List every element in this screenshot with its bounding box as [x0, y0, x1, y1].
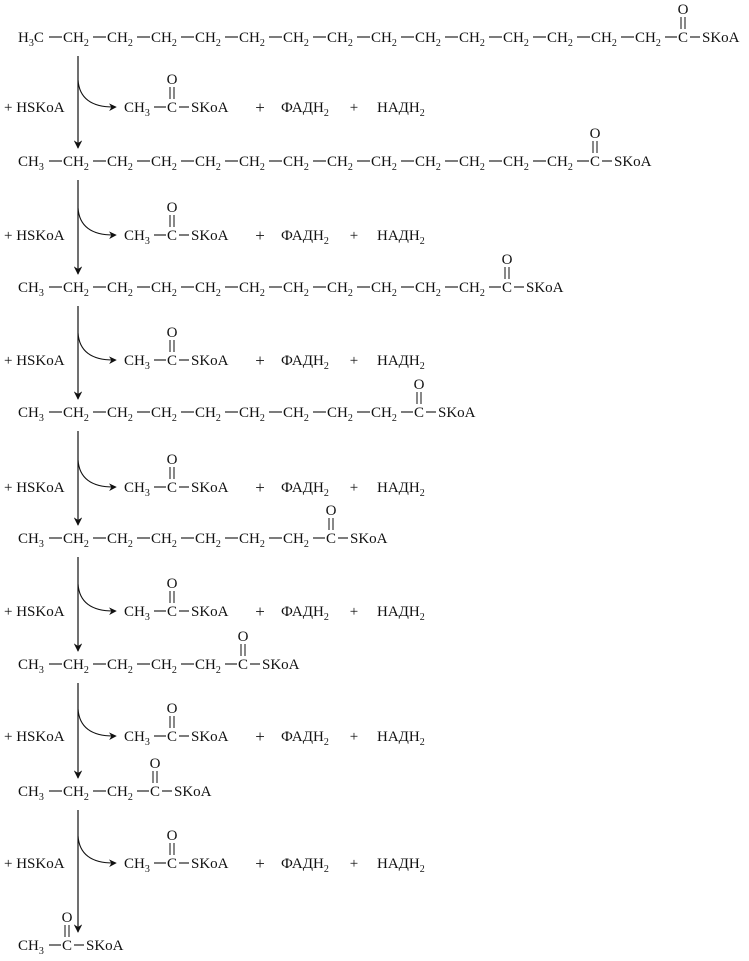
carbonyl-carbon: C [166, 856, 178, 872]
thioester-label: SKoA [614, 154, 652, 170]
thioester-label: SKoA [191, 480, 229, 496]
fadh2-label: $ФАДН_2$ [281, 353, 329, 372]
methylene-group: $CH_2$ [459, 154, 485, 173]
methylene-group: $CH_2$ [239, 280, 265, 299]
methylene-group: $CH_2$ [107, 154, 133, 173]
thioester-label: SKoA [191, 856, 229, 872]
methylene-group: $CH_2$ [195, 30, 221, 49]
methylene-group: $CH_2$ [283, 154, 309, 173]
nadh2-label: $НАДН_2$ [377, 729, 425, 748]
oxidation-step [4, 56, 425, 148]
thioester-label: SKoA [350, 531, 388, 547]
reagent-hskoa: + HSKoA [4, 228, 65, 244]
chain-start-methyl: $CH_3$ [18, 784, 44, 803]
acyl-coa-chain [18, 377, 476, 424]
methylene-group: $CH_2$ [327, 30, 353, 49]
carbonyl-carbon: C [166, 228, 178, 244]
branch-arrow [78, 709, 116, 736]
methylene-group: $CH_2$ [239, 154, 265, 173]
plus-sign: + [349, 856, 359, 872]
branch-arrow [78, 80, 116, 107]
methylene-group: $CH_2$ [107, 405, 133, 424]
carbonyl-oxygen: O [589, 126, 601, 142]
branch-arrow [78, 333, 116, 360]
thioester-group [502, 252, 564, 296]
plus-sign: + [255, 727, 265, 746]
fadh2-label: $ФАДН_2$ [281, 604, 329, 623]
thioester-label: SKoA [526, 280, 564, 296]
methylene-group: $CH_2$ [107, 657, 133, 676]
oxidation-step [4, 306, 425, 399]
carbonyl-oxygen: O [325, 503, 337, 519]
acetyl-coa-thioester [167, 701, 229, 745]
plus-sign: + [349, 480, 359, 496]
methylene-group: $CH_2$ [547, 154, 573, 173]
methylene-group: $CH_2$ [151, 405, 177, 424]
plus-sign: + [349, 100, 359, 116]
branch-arrow [78, 836, 116, 863]
thioester-group [150, 756, 212, 800]
chain-start-methyl: $CH_3$ [18, 405, 44, 424]
branch-arrow [78, 208, 116, 235]
thioester-group [326, 503, 388, 547]
reagent-hskoa: + HSKoA [4, 729, 65, 745]
thioester-group [238, 629, 300, 673]
plus-sign: + [255, 478, 265, 497]
acyl-coa-chain [18, 252, 564, 299]
carbonyl-oxygen: O [677, 2, 689, 18]
acetyl-coa-thioester [167, 72, 229, 116]
reagent-hskoa: + HSKoA [4, 100, 65, 116]
carbonyl-carbon: C [677, 30, 689, 46]
methylene-group: $CH_2$ [151, 531, 177, 550]
carbonyl-oxygen: O [166, 701, 178, 717]
carbonyl-carbon: C [501, 280, 513, 296]
acetyl-coa-thioester [167, 828, 229, 872]
carbonyl-oxygen: O [166, 452, 178, 468]
methylene-group: $CH_2$ [591, 30, 617, 49]
carbonyl-carbon: C [61, 938, 73, 954]
methylene-group: $CH_2$ [327, 154, 353, 173]
methylene-group: $CH_2$ [107, 30, 133, 49]
thioester-label: SKoA [191, 729, 229, 745]
thioester-label: SKoA [702, 30, 740, 46]
oxidation-step [4, 683, 425, 778]
methylene-group: $CH_2$ [371, 405, 397, 424]
carbonyl-oxygen: O [61, 910, 73, 926]
plus-sign: + [349, 729, 359, 745]
acetyl-coa-thioester [167, 576, 229, 620]
plus-sign: + [255, 602, 265, 621]
thioester-group [590, 126, 652, 170]
carbonyl-oxygen: O [413, 377, 425, 393]
methylene-group: $CH_2$ [151, 154, 177, 173]
oxidation-step [4, 431, 425, 525]
nadh2-label: $НАДН_2$ [377, 480, 425, 499]
methylene-group: $CH_2$ [239, 405, 265, 424]
methylene-group: $CH_2$ [195, 405, 221, 424]
chain-start-methyl: $CH_3$ [18, 280, 44, 299]
methylene-group: $CH_2$ [635, 30, 661, 49]
plus-sign: + [349, 353, 359, 369]
plus-sign: + [255, 854, 265, 873]
nadh2-label: $НАДН_2$ [377, 856, 425, 875]
carbonyl-carbon: C [237, 657, 249, 673]
methylene-group: $CH_2$ [195, 154, 221, 173]
plus-sign: + [349, 604, 359, 620]
methylene-group: $CH_2$ [107, 280, 133, 299]
thioester-label: SKoA [191, 100, 229, 116]
methylene-group: $CH_2$ [63, 405, 89, 424]
thioester-label: SKoA [191, 353, 229, 369]
nadh2-label: $НАДН_2$ [377, 228, 425, 247]
methylene-group: $CH_2$ [63, 280, 89, 299]
fadh2-label: $ФАДН_2$ [281, 856, 329, 875]
methylene-group: $CH_2$ [371, 30, 397, 49]
methylene-group: $CH_2$ [195, 657, 221, 676]
acetyl-coa-thioester [167, 452, 229, 496]
thioester-label: SKoA [86, 938, 124, 954]
methylene-group: $CH_2$ [107, 531, 133, 550]
carbonyl-oxygen: O [501, 252, 513, 268]
acetyl-methyl: $CH_3$ [124, 604, 150, 623]
methylene-group: $CH_2$ [151, 30, 177, 49]
carbonyl-carbon: C [166, 729, 178, 745]
methylene-group: $CH_2$ [283, 30, 309, 49]
methylene-group: $CH_2$ [151, 657, 177, 676]
methylene-group: $CH_2$ [63, 154, 89, 173]
methylene-group: $CH_2$ [283, 531, 309, 550]
acyl-coa-chain [18, 756, 212, 803]
chain-start-methyl: $H_3C$ [18, 30, 44, 49]
plus-sign: + [255, 226, 265, 245]
methylene-group: $CH_2$ [415, 30, 441, 49]
plus-sign: + [255, 98, 265, 117]
reagent-hskoa: + HSKoA [4, 604, 65, 620]
chain-start-methyl: $CH_3$ [18, 938, 44, 957]
methylene-group: $CH_2$ [283, 405, 309, 424]
reagent-hskoa: + HSKoA [4, 856, 65, 872]
nadh2-label: $НАДН_2$ [377, 100, 425, 119]
nadh2-label: $НАДН_2$ [377, 353, 425, 372]
methylene-group: $CH_2$ [371, 154, 397, 173]
oxidation-step [4, 557, 425, 651]
methylene-group: $CH_2$ [503, 154, 529, 173]
acyl-coa-chain [18, 910, 124, 957]
chain-start-methyl: $CH_3$ [18, 154, 44, 173]
thioester-group [678, 2, 740, 46]
methylene-group: $CH_2$ [371, 280, 397, 299]
chain-start-methyl: $CH_3$ [18, 531, 44, 550]
fadh2-label: $ФАДН_2$ [281, 480, 329, 499]
branch-arrow [78, 460, 116, 487]
acyl-coa-chain [18, 2, 740, 49]
thioester-label: SKoA [174, 784, 212, 800]
acetyl-coa-thioester [167, 325, 229, 369]
methylene-group: $CH_2$ [195, 531, 221, 550]
carbonyl-carbon: C [413, 405, 425, 421]
methylene-group: $CH_2$ [327, 405, 353, 424]
acetyl-coa-thioester [167, 200, 229, 244]
methylene-group: $CH_2$ [283, 280, 309, 299]
acyl-coa-chain [18, 503, 388, 550]
acetyl-methyl: $CH_3$ [124, 480, 150, 499]
branch-arrow [78, 584, 116, 611]
methylene-group: $CH_2$ [63, 657, 89, 676]
carbonyl-carbon: C [325, 531, 337, 547]
reagent-hskoa: + HSKoA [4, 480, 65, 496]
methylene-group: $CH_2$ [63, 531, 89, 550]
methylene-group: $CH_2$ [415, 154, 441, 173]
acetyl-methyl: $CH_3$ [124, 729, 150, 748]
carbonyl-oxygen: O [149, 756, 161, 772]
plus-sign: + [255, 351, 265, 370]
carbonyl-oxygen: O [166, 576, 178, 592]
thioester-label: SKoA [438, 405, 476, 421]
carbonyl-oxygen: O [166, 72, 178, 88]
acyl-coa-chain [18, 629, 300, 676]
methylene-group: $CH_2$ [63, 30, 89, 49]
carbonyl-carbon: C [166, 604, 178, 620]
fadh2-label: $ФАДН_2$ [281, 228, 329, 247]
carbonyl-oxygen: O [166, 325, 178, 341]
methylene-group: $CH_2$ [547, 30, 573, 49]
plus-sign: + [349, 228, 359, 244]
carbonyl-oxygen: O [166, 828, 178, 844]
chain-start-methyl: $CH_3$ [18, 657, 44, 676]
methylene-group: $CH_2$ [459, 280, 485, 299]
thioester-label: SKoA [262, 657, 300, 673]
acetyl-methyl: $CH_3$ [124, 856, 150, 875]
carbonyl-oxygen: O [166, 200, 178, 216]
reagent-hskoa: + HSKoA [4, 353, 65, 369]
thioester-group [62, 910, 124, 954]
thioester-label: SKoA [191, 604, 229, 620]
methylene-group: $CH_2$ [503, 30, 529, 49]
carbonyl-carbon: C [149, 784, 161, 800]
methylene-group: $CH_2$ [415, 280, 441, 299]
thioester-group [414, 377, 476, 421]
carbonyl-carbon: C [589, 154, 601, 170]
methylene-group: $CH_2$ [151, 280, 177, 299]
fadh2-label: $ФАДН_2$ [281, 729, 329, 748]
acetyl-methyl: $CH_3$ [124, 228, 150, 247]
fadh2-label: $ФАДН_2$ [281, 100, 329, 119]
methylene-group: $CH_2$ [459, 30, 485, 49]
carbonyl-oxygen: O [237, 629, 249, 645]
oxidation-step [4, 180, 425, 274]
acetyl-methyl: $CH_3$ [124, 100, 150, 119]
methylene-group: $CH_2$ [63, 784, 89, 803]
thioester-label: SKoA [191, 228, 229, 244]
carbonyl-carbon: C [166, 480, 178, 496]
methylene-group: $CH_2$ [239, 531, 265, 550]
acetyl-methyl: $CH_3$ [124, 353, 150, 372]
acyl-coa-chain [18, 126, 652, 173]
nadh2-label: $НАДН_2$ [377, 604, 425, 623]
methylene-group: $CH_2$ [239, 30, 265, 49]
methylene-group: $CH_2$ [327, 280, 353, 299]
carbonyl-carbon: C [166, 353, 178, 369]
methylene-group: $CH_2$ [107, 784, 133, 803]
methylene-group: $CH_2$ [195, 280, 221, 299]
carbonyl-carbon: C [166, 100, 178, 116]
